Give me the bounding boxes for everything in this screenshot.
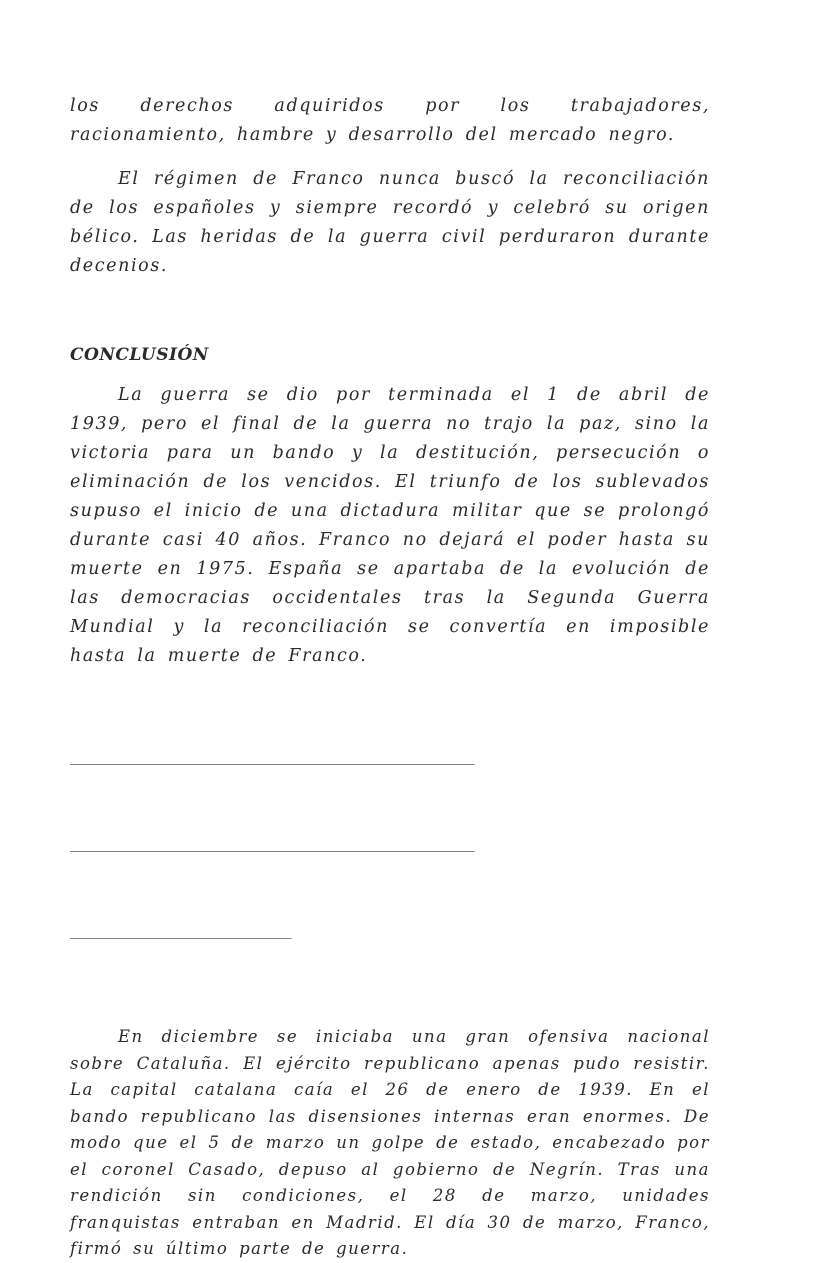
conclusion-heading: CONCLUSIÓN [70,345,209,365]
document-page [70,92,710,1263]
separator-line-2: __________________________________________ [70,833,475,852]
paragraph-conclusion: La guerra se dio por terminada el 1 de abril de 1939, pero el final de la guerra no trajo la paz, sino la victoria para un bando y la destitución, persecución o eliminación de los vencidos. El triunfo de los sublevados supuso el inicio de una dictadura militar que se prolongó durante casi 40 años. Franco no dejará el poder hasta su muerte en 1975. España se apartaba de la evolución de las democracias occidentales tras la Segunda Guerra Mundial y la reconciliación se convertía en imposible hasta la muerte de Franco. [70,385,710,666]
paragraph-regimen: El régimen de Franco nunca buscó la reconciliación de los españoles y siempre recordó y celebró su origen bélico. Las heridas de la guerra civil perduraron durante decenios. [70,169,710,276]
separator-lines [70,683,710,1002]
separator-line-3: _______________________ [70,920,292,939]
separator-line-1: __________________________________________ [70,746,475,765]
paragraph-intro: los derechos adquiridos por los trabajadores, racionamiento, hambre y desarrollo del mercado negro. [70,96,710,145]
paragraph-note: En diciembre se iniciaba una gran ofensiva nacional sobre Cataluña. El ejército republicano apenas pudo resistir. La capital catalana caía el 26 de enero de 1939. En el bando republicano las disensiones internas eran enormes. De modo que el 5 de marzo un golpe de estado, encabezado por el coronel Casado, depuso al gobierno de Negrín. Tras una rendición sin condiciones, el 28 de marzo, unidades franquistas entraban en Madrid. El día 30 de marzo, Franco, firmó su último parte de guerra. [70,1027,710,1258]
